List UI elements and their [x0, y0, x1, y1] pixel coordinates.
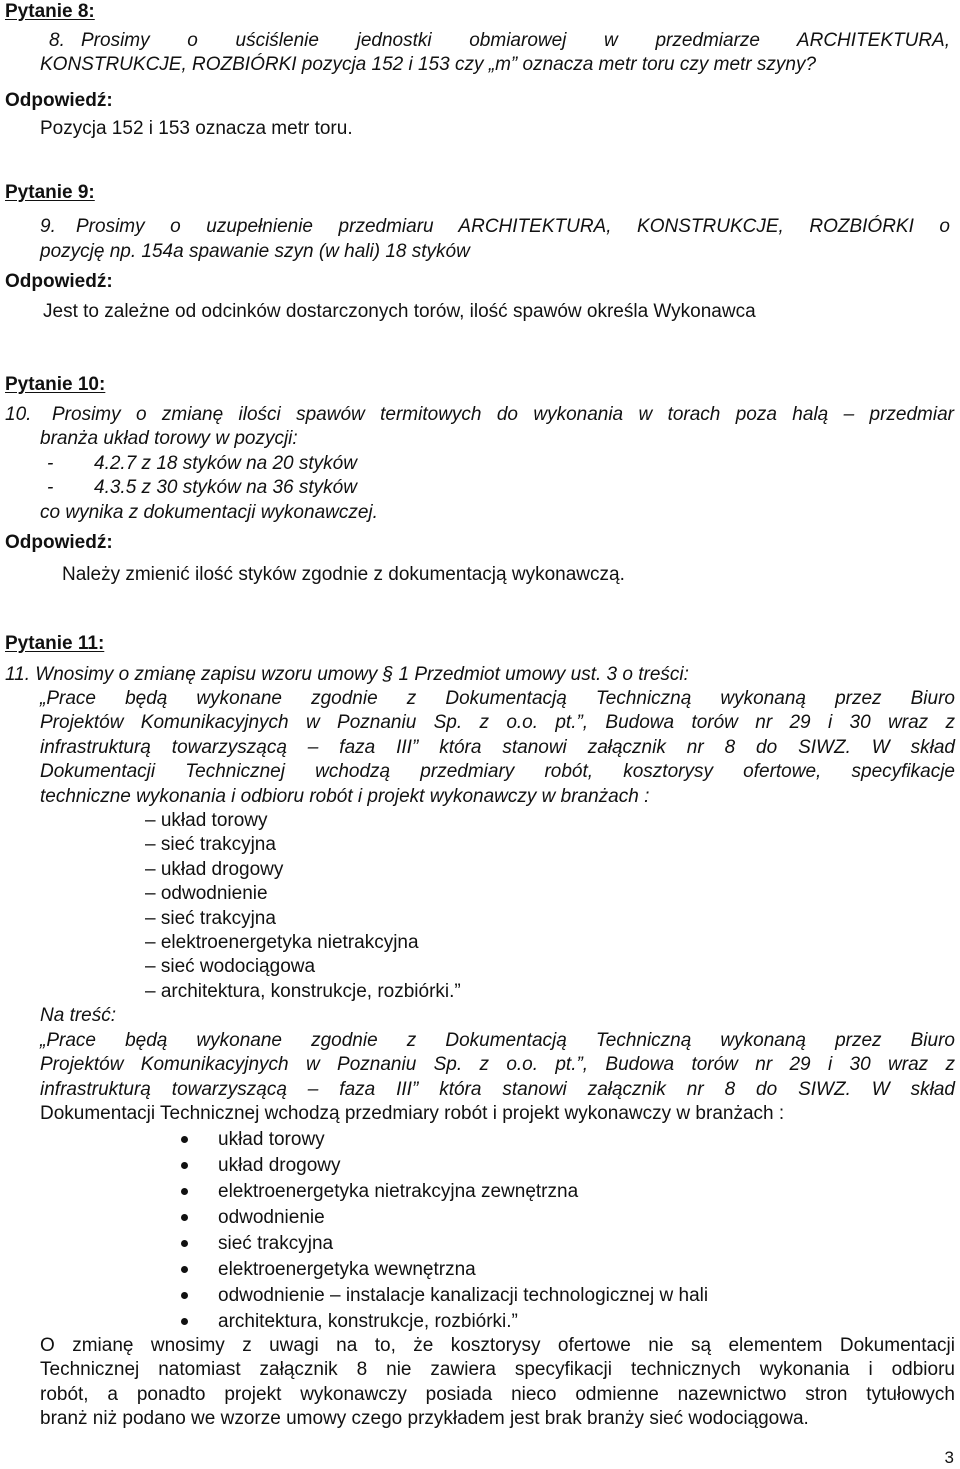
question-10-text-line-1: Prosimy o zmianę ilości spawów termitowych do wykonania w torach poza halą – przedmiar [52, 404, 954, 425]
question-8-text-line-1: Prosimy o uściślenie jednostki obmiarowej w przedmiarze ARCHITEKTURA, [81, 30, 950, 51]
bullet-icon [181, 1136, 188, 1143]
list-item: 4.3.5 z 30 styków na 36 styków [94, 477, 357, 498]
question-10-number: 10. [5, 404, 32, 425]
bullet-list-item: odwodnienie [218, 1207, 325, 1228]
justification-paragraph-line: O zmianę wnosimy z uwagi na to, że kosztorysy ofertowe nie są elementem Dokumentacji [40, 1335, 955, 1356]
bullet-list-item: układ torowy [218, 1129, 325, 1150]
branch-list-item: – odwodnienie [145, 883, 268, 904]
question-9-answer-label: Odpowiedź: [5, 271, 113, 292]
bullet-icon [181, 1318, 188, 1325]
bullet-icon [181, 1292, 188, 1299]
question-8-heading: Pytanie 8: [5, 1, 95, 22]
page-number: 3 [944, 1448, 954, 1467]
branch-list-item: – elektroenergetyka nietrakcyjna [145, 932, 419, 953]
bullet-list-item: odwodnienie – instalacje kanalizacji technologicznej w hali [218, 1285, 709, 1306]
bullet-list-item: architektura, konstrukcje, rozbiórki.” [218, 1311, 518, 1332]
branch-list-item: – sieć trakcyjna [145, 908, 276, 929]
question-10-answer: Należy zmienić ilość styków zgodnie z dokumentacją wykonawczą. [62, 564, 625, 585]
question-11-text-line-1: 11. Wnosimy o zmianę zapisu wzoru umowy § 1 Przedmiot umowy ust. 3 o treści: [5, 664, 689, 685]
bullet-list-item: sieć trakcyjna [218, 1233, 334, 1254]
question-8-answer: Pozycja 152 i 153 oznacza metr toru. [40, 118, 353, 139]
na-tresc-label: Na treść: [40, 1005, 117, 1026]
branch-list-item: – architektura, konstrukcje, rozbiórki.” [145, 981, 461, 1002]
question-8-text-line-2: KONSTRUKCJE, ROZBIÓRKI pozycja 152 i 153 czy „m” oznacza metr toru czy metr szyny? [40, 54, 817, 75]
bullet-icon [181, 1188, 188, 1195]
question-9-text-line-2: pozycję np. 154a spawanie szyn (w hali) 18 styków [40, 241, 470, 262]
bullet-icon [181, 1266, 188, 1273]
quoted-paragraph-1-line: techniczne wykonania i odbioru robót i projekt wykonawczy w branżach : [40, 786, 650, 807]
question-10-heading: Pytanie 10: [5, 374, 106, 395]
question-9-text-line-1: Prosimy o uzupełnienie przedmiaru ARCHITEKTURA, KONSTRUKCJE, ROZBIÓRKI o [76, 216, 950, 237]
branch-list-item: – sieć wodociągowa [145, 956, 316, 977]
question-8-number: 8. [49, 30, 65, 51]
bullet-icon [181, 1214, 188, 1221]
list-dash: - [47, 477, 54, 498]
bullet-list-item: elektroenergetyka wewnętrzna [218, 1259, 476, 1280]
justification-paragraph-line: branż niż podano we wzorze umowy czego przykładem jest brak branży sieć wodociągowa. [40, 1408, 809, 1429]
branch-list-item: – sieć trakcyjna [145, 834, 276, 855]
quoted-paragraph-2-line: „Prace będą wykonane zgodnie z Dokumentacją Techniczną wykonaną przez Biuro [40, 1030, 955, 1051]
question-10-text-line-2: branża układ torowy w pozycji: [40, 428, 298, 449]
bullet-list-item: elektroenergetyka nietrakcyjna zewnętrzna [218, 1181, 579, 1202]
quoted-paragraph-1-line: „Prace będą wykonane zgodnie z Dokumentacją Techniczną wykonaną przez Biuro [40, 688, 955, 709]
branch-list-item: – układ drogowy [145, 859, 284, 880]
branch-list-item: – układ torowy [145, 810, 268, 831]
justification-paragraph-line: robót, a ponadto projekt wykonawczy posiada nieco odmienne nazewnictwo stron tytułowych [40, 1384, 955, 1405]
quoted-paragraph-2-line: infrastrukturą towarzyszącą – faza III” która stanowi załącznik nr 8 do SIWZ. W skład [40, 1079, 955, 1100]
quoted-paragraph-1-line: infrastrukturą towarzyszącą – faza III” która stanowi załącznik nr 8 do SIWZ. W skład [40, 737, 955, 758]
question-10-answer-label: Odpowiedź: [5, 532, 113, 553]
quoted-paragraph-2-line: Projektów Komunikacyjnych w Poznaniu Sp. z o.o. pt.”, Budowa torów nr 29 i 30 wraz z [40, 1054, 955, 1075]
list-dash: - [47, 453, 54, 474]
quoted-paragraph-1-line: Projektów Komunikacyjnych w Poznaniu Sp. z o.o. pt.”, Budowa torów nr 29 i 30 wraz z [40, 712, 955, 733]
quoted-paragraph-2-line: Dokumentacji Technicznej wchodzą przedmiary robót i projekt wykonawczy w branżach : [40, 1103, 785, 1124]
justification-paragraph-line: Technicznej natomiast załącznik 8 nie zawiera specyfikacji technicznych wykonania i odbioru [40, 1359, 955, 1380]
quoted-paragraph-1-line: Dokumentacji Technicznej wchodzą przedmiary robót, kosztorysy ofertowe, specyfikacje [40, 761, 955, 782]
question-9-number: 9. [40, 216, 56, 237]
question-9-answer: Jest to zależne od odcinków dostarczonych torów, ilość spawów określa Wykonawca [43, 301, 756, 322]
question-11-heading: Pytanie 11: [5, 633, 105, 654]
question-10-text-line-3: co wynika z dokumentacji wykonawczej. [40, 502, 378, 523]
bullet-icon [181, 1240, 188, 1247]
list-item: 4.2.7 z 18 styków na 20 styków [94, 453, 357, 474]
bullet-list-item: układ drogowy [218, 1155, 341, 1176]
question-9-heading: Pytanie 9: [5, 182, 95, 203]
question-8-answer-label: Odpowiedź: [5, 90, 113, 111]
bullet-icon [181, 1162, 188, 1169]
